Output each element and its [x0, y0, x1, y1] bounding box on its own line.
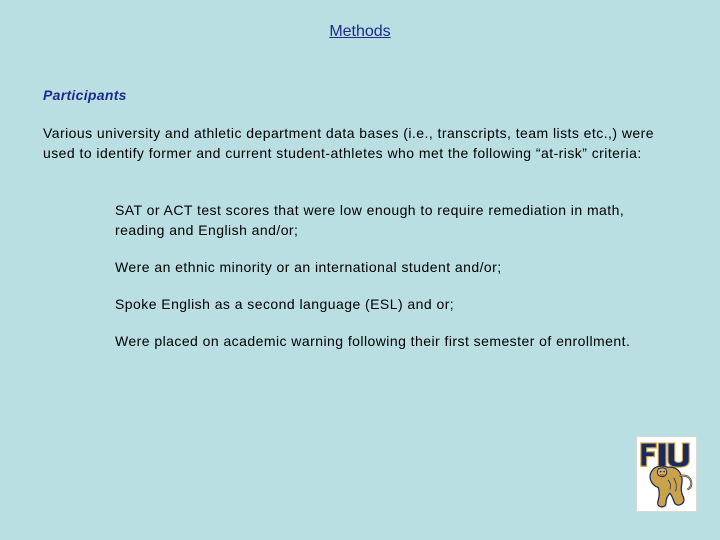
criteria-item: SAT or ACT test scores that were low enough to require remediation in math, reading and English and/or; — [115, 202, 625, 238]
fiu-logo — [636, 436, 697, 512]
slide-title: Methods — [329, 23, 391, 40]
criteria-item: Were placed on academic warning following their first semester of enrollment. — [115, 332, 631, 349]
section-heading: Participants — [43, 87, 127, 103]
fiu-panther-logo-icon — [637, 437, 696, 511]
intro-paragraph: Various university and athletic department data bases (i.e., transcripts, team lists etc.,) were used to identify former and current student-athletes who met the following “at-risk” criteria: — [43, 125, 654, 161]
criteria-item: Spoke English as a second language (ESL) and or; — [115, 295, 455, 312]
criteria-list — [115, 201, 675, 369]
criteria-item: Were an ethnic minority or an international student and/or; — [115, 258, 502, 275]
